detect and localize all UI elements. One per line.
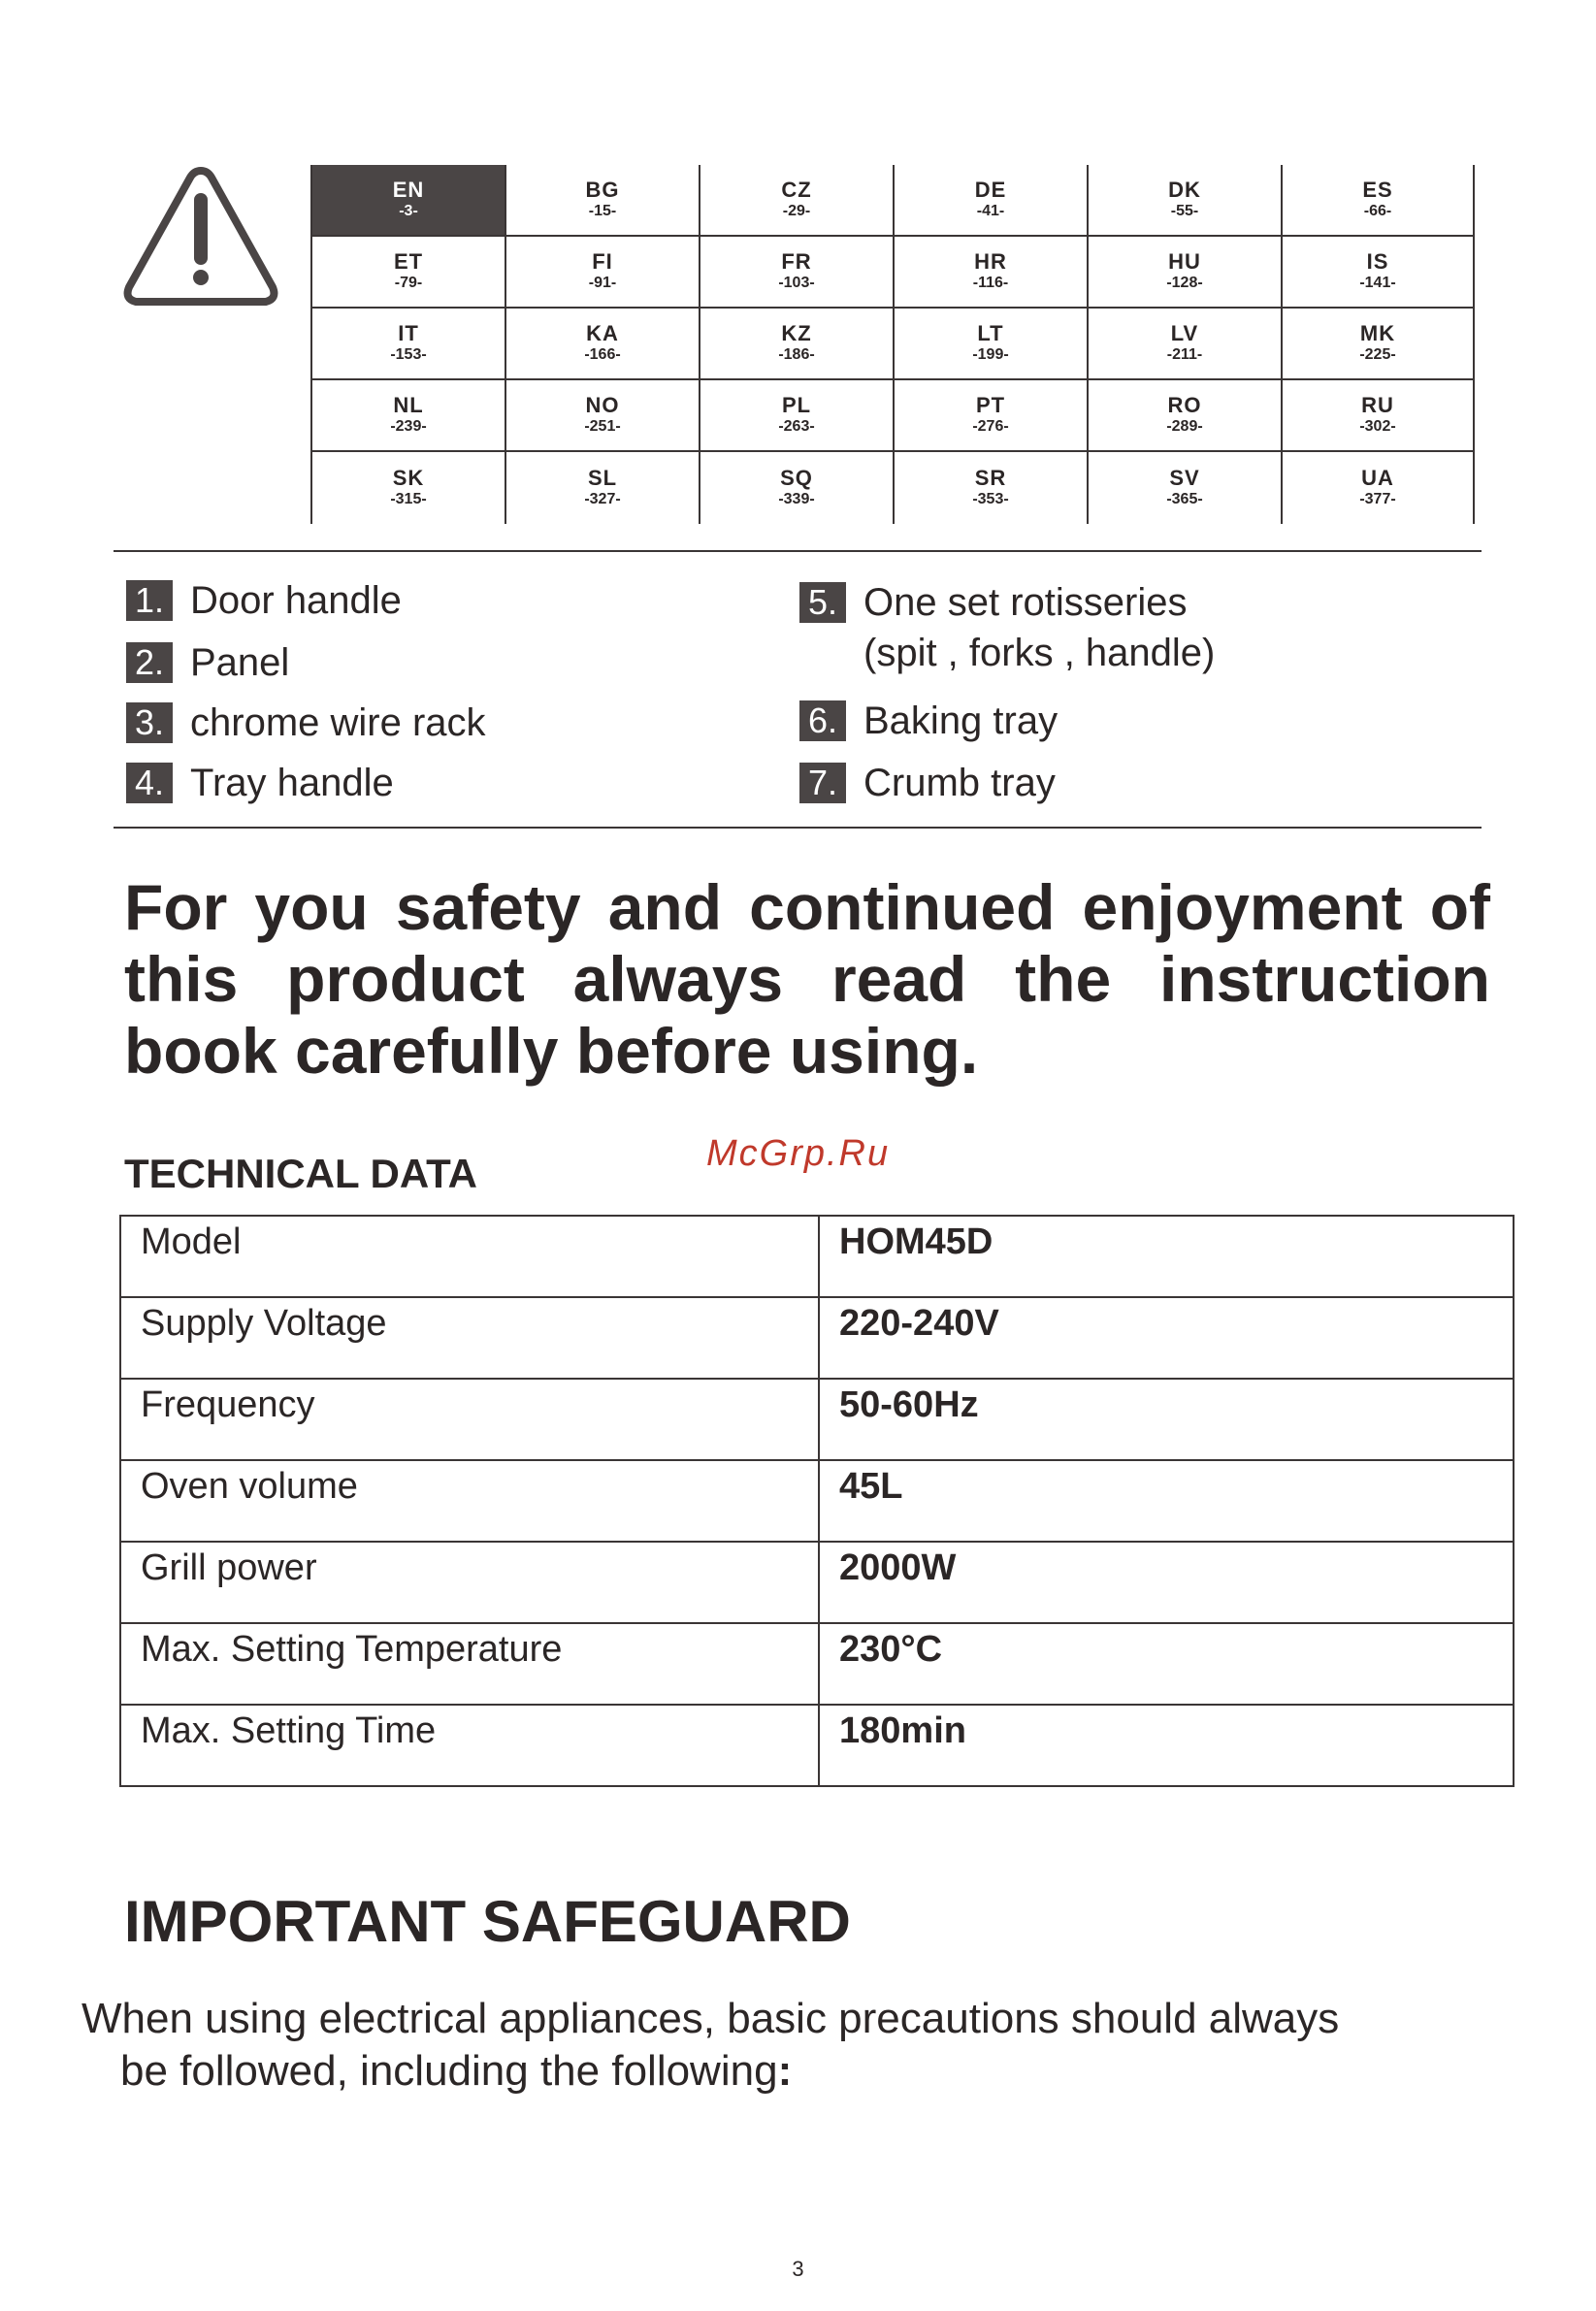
language-cell-sl xyxy=(505,452,699,524)
language-cell-no xyxy=(505,380,699,452)
spec-value: 230°C xyxy=(819,1623,1514,1705)
part-number: 5. xyxy=(799,582,846,623)
language-page: -15- xyxy=(588,203,617,219)
part-item-1 xyxy=(126,578,402,623)
language-cell-fi xyxy=(505,237,699,309)
language-code: DE xyxy=(974,178,1007,202)
language-cell-de xyxy=(893,165,1087,237)
table-row xyxy=(120,1297,1514,1379)
bottom-divider xyxy=(114,827,1482,829)
language-page: -327- xyxy=(584,491,621,507)
part-number: 4. xyxy=(126,763,173,803)
language-code: EN xyxy=(392,178,425,202)
language-page: -3- xyxy=(399,203,418,219)
language-cell-fr xyxy=(699,237,893,309)
spec-label: Model xyxy=(120,1216,819,1297)
table-row xyxy=(120,1379,1514,1460)
part-label: Baking tray xyxy=(863,700,1059,742)
language-code: LT xyxy=(977,321,1004,345)
safeguard-text xyxy=(81,1993,1488,2098)
language-code: FI xyxy=(592,249,613,274)
spec-label: Max. Setting Time xyxy=(120,1705,819,1786)
part-label: Tray handle xyxy=(190,762,394,804)
language-code: KA xyxy=(586,321,619,345)
language-page: -166- xyxy=(584,346,621,363)
language-code: PL xyxy=(781,393,812,417)
language-code: NL xyxy=(393,393,424,417)
spec-value: 2000W xyxy=(819,1542,1514,1623)
language-cell-sk xyxy=(310,452,505,524)
language-page: -66- xyxy=(1363,203,1392,219)
top-divider xyxy=(114,550,1482,552)
language-page: -153- xyxy=(390,346,427,363)
language-cell-bg xyxy=(505,165,699,237)
watermark: McGrp.Ru xyxy=(706,1133,891,1174)
table-row xyxy=(120,1216,1514,1297)
language-cell-dk xyxy=(1087,165,1281,237)
language-code: HU xyxy=(1168,249,1201,274)
part-number: 2. xyxy=(126,642,173,683)
spec-value: 45L xyxy=(819,1460,1514,1542)
language-code: CZ xyxy=(781,178,812,202)
page-number: 3 xyxy=(792,2257,804,2281)
language-cell-cz xyxy=(699,165,893,237)
language-code: BG xyxy=(585,178,620,202)
safety-headline: For you safety and continued enjoyment of this product always read the instruction book carefully before using. xyxy=(124,871,1490,1087)
language-cell-sr xyxy=(893,452,1087,524)
language-cell-pt xyxy=(893,380,1087,452)
part-label: One set rotisseries xyxy=(863,581,1188,624)
table-row xyxy=(120,1542,1514,1623)
language-page: -377- xyxy=(1359,491,1396,507)
part-number: 7. xyxy=(799,763,846,803)
part-item-6 xyxy=(799,699,1058,743)
safeguard-line-1: When using electrical appliances, basic precautions should always xyxy=(81,1995,1340,2042)
safeguard-line-2: be followed, including the following xyxy=(120,2047,778,2095)
language-page: -276- xyxy=(972,418,1009,435)
language-page: -263- xyxy=(778,418,815,435)
language-cell-it xyxy=(310,309,505,380)
language-cell-hr xyxy=(893,237,1087,309)
part-label: Door handle xyxy=(190,579,402,622)
language-page: -239- xyxy=(390,418,427,435)
language-page: -141- xyxy=(1359,275,1396,291)
language-index-grid xyxy=(310,165,1475,524)
language-code: SL xyxy=(587,466,618,490)
table-row xyxy=(120,1705,1514,1786)
part-item-7 xyxy=(799,761,1056,805)
language-page: -103- xyxy=(778,275,815,291)
language-page: -128- xyxy=(1166,275,1203,291)
part-item-3 xyxy=(126,700,486,745)
language-code: SQ xyxy=(780,466,813,490)
spec-value: 50-60Hz xyxy=(819,1379,1514,1460)
language-code: SV xyxy=(1169,466,1200,490)
table-row xyxy=(120,1623,1514,1705)
language-code: RU xyxy=(1361,393,1394,417)
language-code: SK xyxy=(392,466,425,490)
language-page: -251- xyxy=(584,418,621,435)
language-cell-lt xyxy=(893,309,1087,380)
spec-label: Oven volume xyxy=(120,1460,819,1542)
language-cell-es xyxy=(1281,165,1475,237)
language-code: ES xyxy=(1362,178,1393,202)
language-code: PT xyxy=(975,393,1006,417)
language-code: SR xyxy=(974,466,1007,490)
language-code: NO xyxy=(585,393,620,417)
language-page: -289- xyxy=(1166,418,1203,435)
table-row xyxy=(120,1460,1514,1542)
language-cell-ro xyxy=(1087,380,1281,452)
technical-data-table xyxy=(119,1215,1515,1787)
part-label-detail: (spit , forks , handle) xyxy=(863,632,1216,674)
language-cell-is xyxy=(1281,237,1475,309)
part-label: Panel xyxy=(190,641,290,684)
language-page: -199- xyxy=(972,346,1009,363)
language-code: IT xyxy=(398,321,419,345)
part-item-4 xyxy=(126,761,394,805)
language-cell-ka xyxy=(505,309,699,380)
language-page: -116- xyxy=(972,275,1009,291)
part-item-5 xyxy=(799,580,1215,675)
language-code: RO xyxy=(1167,393,1202,417)
language-page: -353- xyxy=(972,491,1009,507)
language-code: MK xyxy=(1359,321,1396,345)
language-code: LV xyxy=(1170,321,1199,345)
language-page: -91- xyxy=(588,275,617,291)
safeguard-colon: : xyxy=(777,2047,793,2095)
part-number: 1. xyxy=(126,580,173,621)
safeguard-title: IMPORTANT SAFEGUARD xyxy=(124,1889,851,1954)
language-page: -41- xyxy=(976,203,1005,219)
language-cell-mk xyxy=(1281,309,1475,380)
language-cell-et xyxy=(310,237,505,309)
spec-label: Max. Setting Temperature xyxy=(120,1623,819,1705)
spec-value: HOM45D xyxy=(819,1216,1514,1297)
language-page: -302- xyxy=(1359,418,1396,435)
language-cell-pl xyxy=(699,380,893,452)
language-code: IS xyxy=(1366,249,1389,274)
language-cell-sv xyxy=(1087,452,1281,524)
language-cell-nl xyxy=(310,380,505,452)
language-page: -79- xyxy=(394,275,423,291)
language-page: -315- xyxy=(390,491,427,507)
part-item-2 xyxy=(126,640,289,685)
language-code: KZ xyxy=(781,321,812,345)
language-page: -365- xyxy=(1166,491,1203,507)
language-code: ET xyxy=(393,249,424,274)
language-cell-sq xyxy=(699,452,893,524)
part-label: chrome wire rack xyxy=(190,701,486,744)
part-number: 6. xyxy=(799,700,846,741)
language-page: -29- xyxy=(782,203,811,219)
language-cell-ru xyxy=(1281,380,1475,452)
language-page: -211- xyxy=(1166,346,1203,363)
language-page: -225- xyxy=(1359,346,1396,363)
language-code: DK xyxy=(1168,178,1201,202)
spec-label: Supply Voltage xyxy=(120,1297,819,1379)
part-label: Crumb tray xyxy=(863,762,1056,804)
language-page: -339- xyxy=(778,491,815,507)
language-page: -186- xyxy=(778,346,815,363)
spec-label: Frequency xyxy=(120,1379,819,1460)
language-code: FR xyxy=(781,249,812,274)
spec-label: Grill power xyxy=(120,1542,819,1623)
language-cell-en xyxy=(310,165,505,237)
warning-triangle-icon xyxy=(122,163,279,310)
spec-value: 220-240V xyxy=(819,1297,1514,1379)
language-page: -55- xyxy=(1170,203,1199,219)
technical-data-heading: TECHNICAL DATA xyxy=(124,1151,477,1196)
language-cell-lv xyxy=(1087,309,1281,380)
language-code: HR xyxy=(974,249,1007,274)
part-number: 3. xyxy=(126,702,173,743)
language-cell-kz xyxy=(699,309,893,380)
language-code: UA xyxy=(1361,466,1394,490)
spec-value: 180min xyxy=(819,1705,1514,1786)
language-cell-hu xyxy=(1087,237,1281,309)
language-cell-ua xyxy=(1281,452,1475,524)
